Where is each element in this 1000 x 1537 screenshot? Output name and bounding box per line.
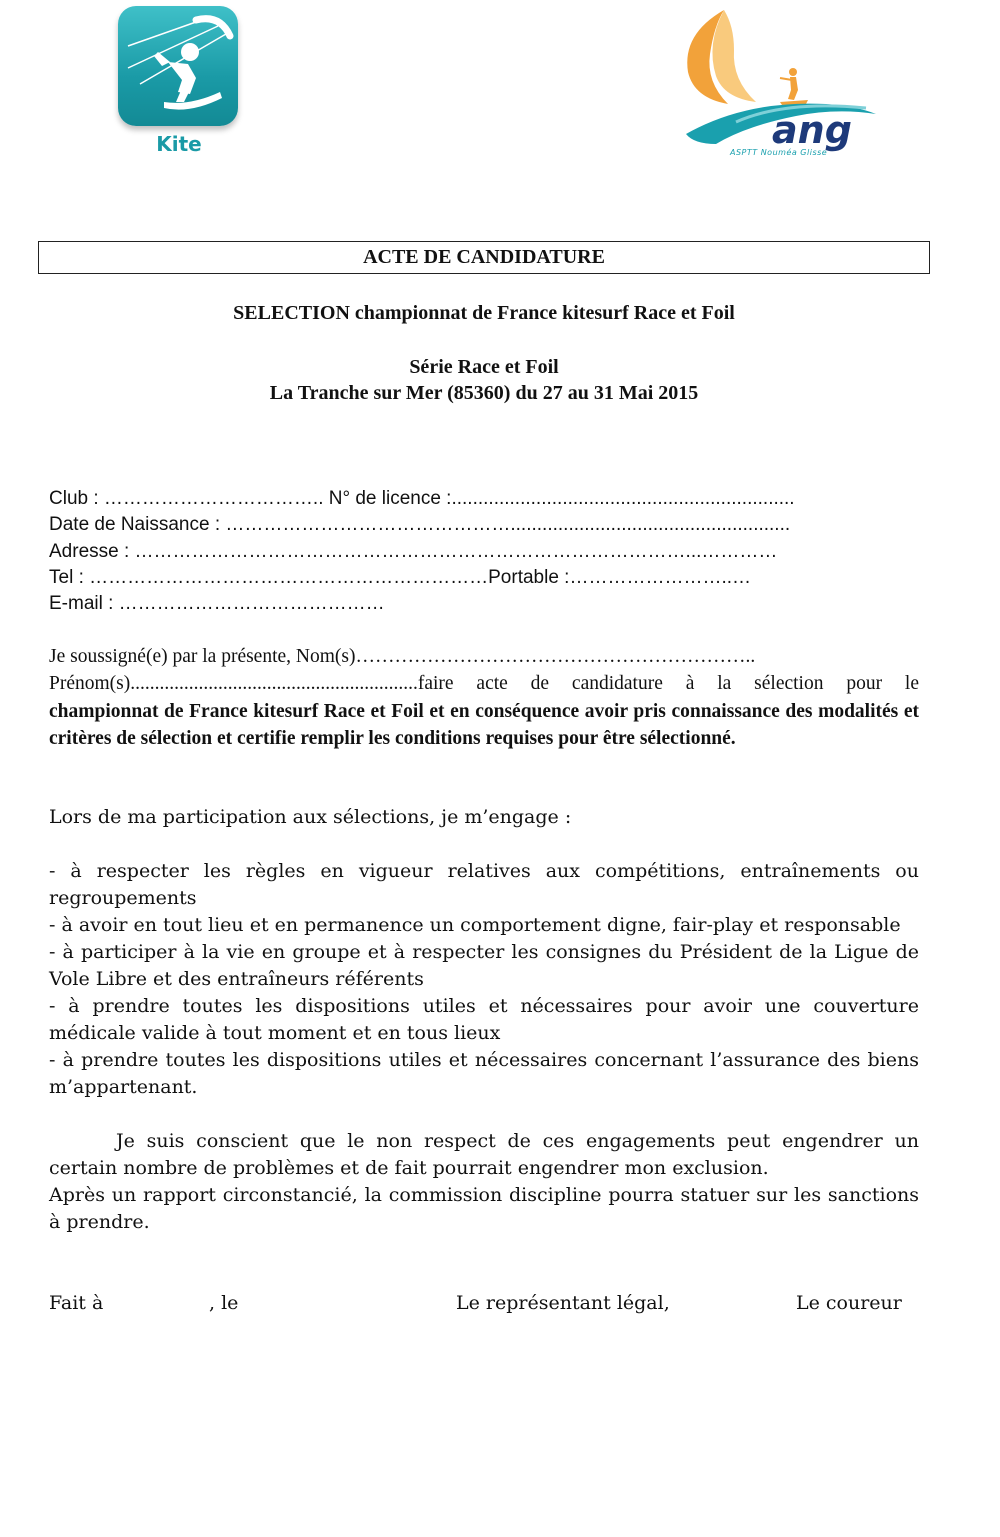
commitment-item: - à prendre toutes les dispositions utiles et nécessaires concernant l’assurance des biens m’appartenant. — [49, 1049, 919, 1098]
phone-field: Tel : ………………………………………………………Portable :……………………..… — [49, 567, 752, 588]
email-field: E-mail : …………………………………… — [49, 593, 385, 614]
event-location-dates: La Tranche sur Mer (85360) du 27 au 31 Mai 2015 — [269, 382, 699, 404]
signature-date: , le — [209, 1292, 239, 1314]
declaration-name-line: Je soussigné(e) par la présente, Nom(s)…………………………………………………….. — [49, 646, 756, 667]
ang-text: ang — [772, 108, 852, 152]
commitment-item: - à avoir en tout lieu et en permanence un comportement digne, fair-play et responsable — [49, 914, 901, 936]
document-title: ACTE DE CANDIDATURE — [38, 241, 930, 274]
kite-logo — [104, 2, 254, 162]
signature-racer: Le coureur — [796, 1292, 902, 1314]
commitments-intro: Lors de ma participation aux sélections, je m’engage : — [49, 806, 572, 828]
declaration-bold-text: championnat de France kitesurf Race et Foil et en conséquence avoir pris connaissance des modalités et critères de sélection et certifie remplir les conditions requises pour être sélectionné. — [49, 701, 919, 749]
closing-paragraph-1: Je suis conscient que le non respect de ces engagements peut engendrer un certain nombre de problèmes et de fait pourrait engendrer mon exclusion. — [49, 1130, 919, 1179]
closing-paragraph-2: Après un rapport circonstancié, la commission discipline pourra statuer sur les sanctions à prendre. — [49, 1184, 919, 1233]
ang-logo — [676, 4, 886, 164]
commitment-item: - à prendre toutes les dispositions utiles et nécessaires pour avoir une couverture médicale valide à tout moment et en tous lieux — [49, 995, 919, 1044]
signature-legal-representative: Le représentant légal, — [456, 1292, 670, 1314]
signature-place: Fait à — [49, 1292, 104, 1314]
commitment-item: - à respecter les règles en vigueur relatives aux compétitions, entraînements ou regroupements — [49, 860, 919, 909]
declaration-firstname-line: Prénom(s)...........................................................faire acte de candidature à la sélection pour le — [49, 673, 919, 694]
kite-label: Kite — [156, 132, 202, 156]
birthdate-field: Date de Naissance : ………………………………………..................................................... — [49, 514, 791, 535]
kite-icon — [118, 6, 238, 126]
series-name: Série Race et Foil — [409, 356, 559, 378]
document-subtitle: SELECTION championnat de France kitesurf Race et Foil — [233, 302, 735, 324]
address-field: Adresse : ……………………………………………………………………………...………… — [49, 541, 778, 562]
club-licence-field: Club : …………………………….. N° de licence :................................................................. — [49, 488, 795, 509]
commitment-item: - à participer à la vie en groupe et à respecter les consignes du Président de la Ligue de Vole Libre et des entraîneurs référents — [49, 941, 919, 990]
ang-caption: ASPTT Nouméa Glisse — [730, 148, 828, 157]
